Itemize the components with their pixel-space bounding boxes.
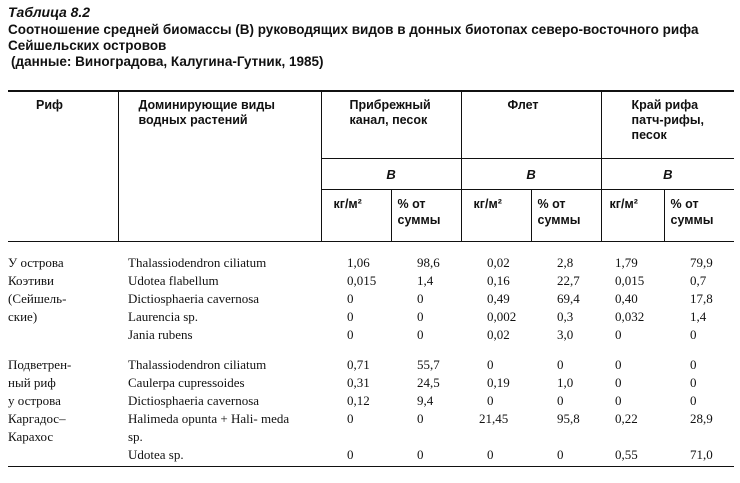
- header-unit-mass-3: кг/м²: [601, 190, 664, 242]
- reef-name-2: Подветрен- ный риф у острова Каргадос– Карахос: [8, 357, 72, 444]
- table-row: У острова Коэтиви (Сейшель- ские) Thalassiodendron ciliatum 1,06 98,6 0,02 2,8 1,79 79,9: [8, 242, 734, 273]
- table-title: Соотношение средней биомассы (B) руководящих видов в донных биотопах северо-восточного рифа Сейшельских островов: [8, 22, 699, 53]
- header-b-1: B: [321, 159, 461, 190]
- species-cell: Thalassiodendron ciliatum: [128, 357, 267, 372]
- table-caption: [8, 4, 736, 70]
- species-cell: Udotea sp.: [128, 447, 184, 462]
- header-unit-mass-2: кг/м²: [461, 190, 531, 242]
- header-b-2: B: [461, 159, 601, 190]
- header-unit-pct-3: % от суммы: [664, 190, 734, 242]
- header-biotope-flat: Флет: [461, 91, 601, 159]
- species-cell: Laurencia sp.: [128, 309, 199, 324]
- table-row: Halimeda opunta + Hali- meda sp. 0 0 21,45 95,8 0,22 28,9: [8, 410, 734, 446]
- table-row: Dictiosphaeria cavernosa 0,12 9,4 0 0 0 0: [8, 392, 734, 410]
- table-bottom-rule: [8, 466, 734, 467]
- table-row: Udotea flabellum 0,015 1,4 0,16 22,7 0,015 0,7: [8, 272, 734, 290]
- table-row: Dictiosphaeria cavernosa 0 0 0,49 69,4 0,40 17,8: [8, 290, 734, 308]
- table-source: (данные: Виноградова, Калугина-Гутник, 1985): [11, 54, 324, 69]
- header-unit-pct-1: % от суммы: [391, 190, 461, 242]
- table-number: Таблица 8.2: [8, 4, 91, 20]
- header-reef: Риф: [8, 91, 118, 242]
- species-cell: Dictiosphaeria cavernosa: [128, 393, 260, 408]
- biomass-table: [8, 90, 734, 464]
- species-cell: Halimeda opunta + Hali- meda sp.: [128, 411, 290, 444]
- reef-name-1: У острова Коэтиви (Сейшель- ские): [8, 255, 67, 324]
- header-unit-pct-2: % от суммы: [531, 190, 601, 242]
- header-b-3: B: [601, 159, 734, 190]
- table-row: Caulerpa cupressoides 0,31 24,5 0,19 1,0 0 0: [8, 374, 734, 392]
- header-biotope-channel: Прибрежный канал, песок: [321, 91, 461, 159]
- species-cell: Caulerpa cupressoides: [128, 375, 245, 390]
- species-cell: Thalassiodendron ciliatum: [128, 255, 267, 270]
- table-row: Jania rubens 0 0 0,02 3,0 0 0: [8, 326, 734, 344]
- header-biotope-reef-edge: Край рифа патч-рифы, песок: [601, 91, 734, 159]
- species-cell: Jania rubens: [128, 327, 193, 342]
- species-cell: Udotea flabellum: [128, 273, 219, 288]
- table-row: Подветрен- ный риф у острова Каргадос– Карахос Thalassiodendron ciliatum 0,71 55,7 0 0 0 0: [8, 344, 734, 374]
- header-unit-mass-1: кг/м²: [321, 190, 391, 242]
- table-row: Udotea sp. 0 0 0 0 0,55 71,0: [8, 446, 734, 464]
- header-species: Доминирующие виды водных растений: [118, 91, 321, 242]
- table-row: Laurencia sp. 0 0 0,002 0,3 0,032 1,4: [8, 308, 734, 326]
- species-cell: Dictiosphaeria cavernosa: [128, 291, 260, 306]
